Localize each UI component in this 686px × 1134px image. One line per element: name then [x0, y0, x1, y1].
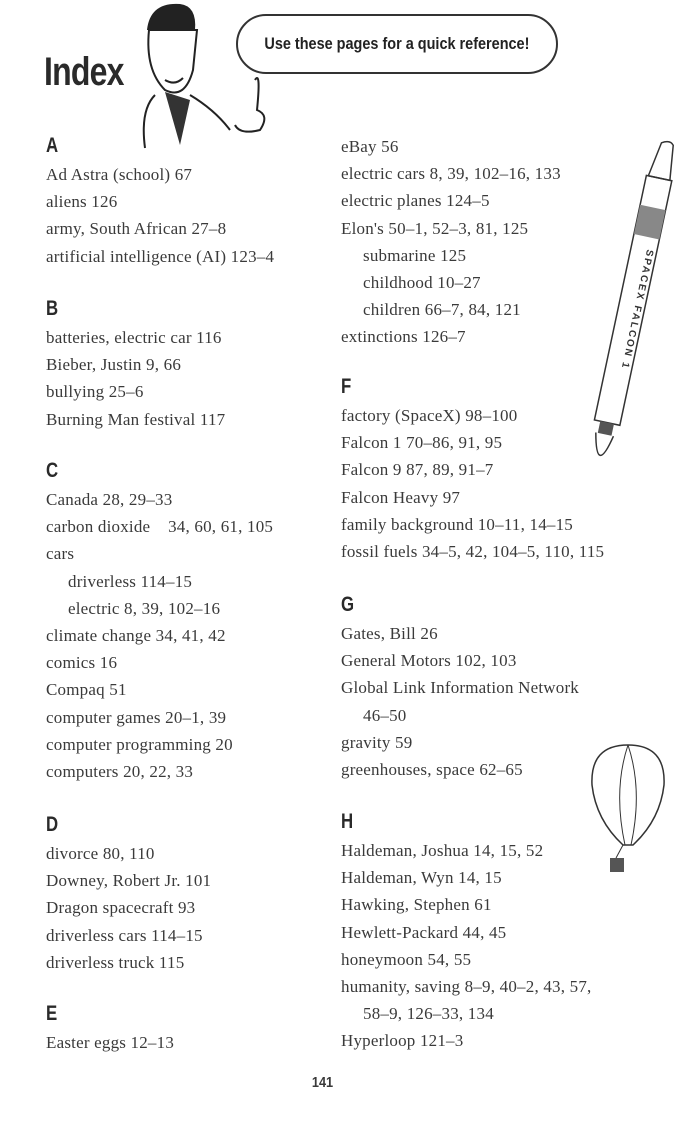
index-subentry: submarine 125	[363, 245, 467, 265]
index-entry: Dragon spacecraft 93	[46, 898, 196, 918]
section-heading: D	[46, 813, 59, 836]
index-entry: greenhouses, space 62–65	[341, 759, 523, 779]
index-section-e	[46, 999, 336, 1056]
index-entry: batteries, electric car 116	[46, 328, 222, 347]
index-entry: Easter eggs 12–13	[46, 1033, 175, 1052]
index-entry: carbon dioxide 34, 60, 61, 105	[46, 517, 274, 537]
index-entry: Haldeman, Wyn 14, 15	[341, 868, 502, 888]
index-entry: Falcon Heavy 97	[341, 487, 461, 507]
index-entry: computers 20, 22, 33	[46, 761, 194, 781]
speech-bubble	[236, 14, 558, 74]
index-entry: comics 16	[46, 653, 118, 673]
index-entry: Canada 28, 29–33	[46, 490, 173, 509]
section-heading: F	[341, 375, 352, 398]
index-entry: Haldeman, Joshua 14, 15, 52	[341, 841, 544, 860]
index-section-d	[46, 810, 336, 976]
index-entry: electric cars 8, 39, 102–16, 133	[341, 164, 561, 184]
spacex-rocket-illustration	[585, 135, 675, 495]
index-entry: fossil fuels 34–5, 42, 104–5, 110, 115	[341, 541, 605, 561]
index-entry: extinctions 126–7	[341, 327, 466, 347]
index-entry: electric planes 124–5	[341, 191, 490, 211]
section-heading: A	[46, 134, 59, 157]
index-entry: family background 10–11, 14–15	[341, 514, 573, 534]
index-entry: aliens 126	[46, 192, 118, 212]
index-entry: climate change 34, 41, 42	[46, 625, 226, 645]
index-entry: Compaq 51	[46, 680, 127, 700]
hot-air-balloon-illustration	[588, 740, 668, 890]
index-entry: artificial intelligence (AI) 123–4	[46, 246, 275, 266]
index-entry: eBay 56	[341, 137, 399, 156]
index-subentry: electric 8, 39, 102–16	[68, 598, 221, 618]
index-entry: Hawking, Stephen 61	[341, 895, 492, 915]
index-entry-continued: 58–9, 126–33, 134	[363, 1004, 494, 1024]
index-entry: Bieber, Justin 9, 66	[46, 355, 182, 375]
index-entry: army, South African 27–8	[46, 219, 227, 239]
index-entry: Hyperloop 121–3	[341, 1031, 464, 1051]
index-entry: cars	[46, 544, 75, 564]
index-section-a	[46, 131, 336, 270]
index-entry: Burning Man festival 117	[46, 409, 226, 429]
speech-bubble-text: Use these pages for a quick reference!	[264, 34, 530, 53]
index-section-b	[46, 294, 336, 433]
index-entry: honeymoon 54, 55	[341, 949, 472, 969]
section-heading: B	[46, 297, 59, 320]
index-subentry: children 66–7, 84, 121	[363, 300, 521, 320]
index-entry: Global Link Information Network	[341, 678, 580, 698]
index-entry: Downey, Robert Jr. 101	[46, 871, 212, 891]
index-subentry: childhood 10–27	[363, 272, 481, 292]
index-entry: divorce 80, 110	[46, 844, 155, 863]
index-entry: Falcon 9 87, 89, 91–7	[341, 460, 494, 480]
section-heading: E	[46, 1002, 58, 1025]
index-section-c	[46, 456, 336, 785]
index-entry: bullying 25–6	[46, 382, 144, 402]
index-subentry: driverless 114–15	[68, 571, 193, 591]
rocket-lettering: SPACEX FALCON 1	[618, 248, 655, 371]
index-entry: factory (SpaceX) 98–100	[341, 406, 518, 425]
index-entry: humanity, saving 8–9, 40–2, 43, 57,	[341, 976, 592, 996]
section-heading: G	[341, 593, 355, 616]
section-heading: C	[46, 459, 59, 482]
index-entry: Hewlett-Packard 44, 45	[341, 922, 507, 942]
index-entry-continued: 46–50	[363, 705, 407, 725]
section-heading: H	[341, 810, 354, 833]
index-entry: General Motors 102, 103	[341, 651, 517, 671]
index-entry: Ad Astra (school) 67	[46, 165, 193, 184]
index-entry: computer games 20–1, 39	[46, 707, 227, 727]
index-entry: driverless truck 115	[46, 952, 185, 972]
page-title: Index	[44, 50, 124, 94]
index-entry: gravity 59	[341, 732, 413, 752]
index-entry: computer programming 20	[46, 734, 233, 754]
index-entry: Gates, Bill 26	[341, 624, 438, 643]
index-entry: Elon's 50–1, 52–3, 81, 125	[341, 218, 529, 238]
index-entry: Falcon 1 70–86, 91, 95	[341, 433, 503, 453]
index-entry: driverless cars 114–15	[46, 925, 203, 945]
page-number: 141	[311, 1074, 334, 1091]
